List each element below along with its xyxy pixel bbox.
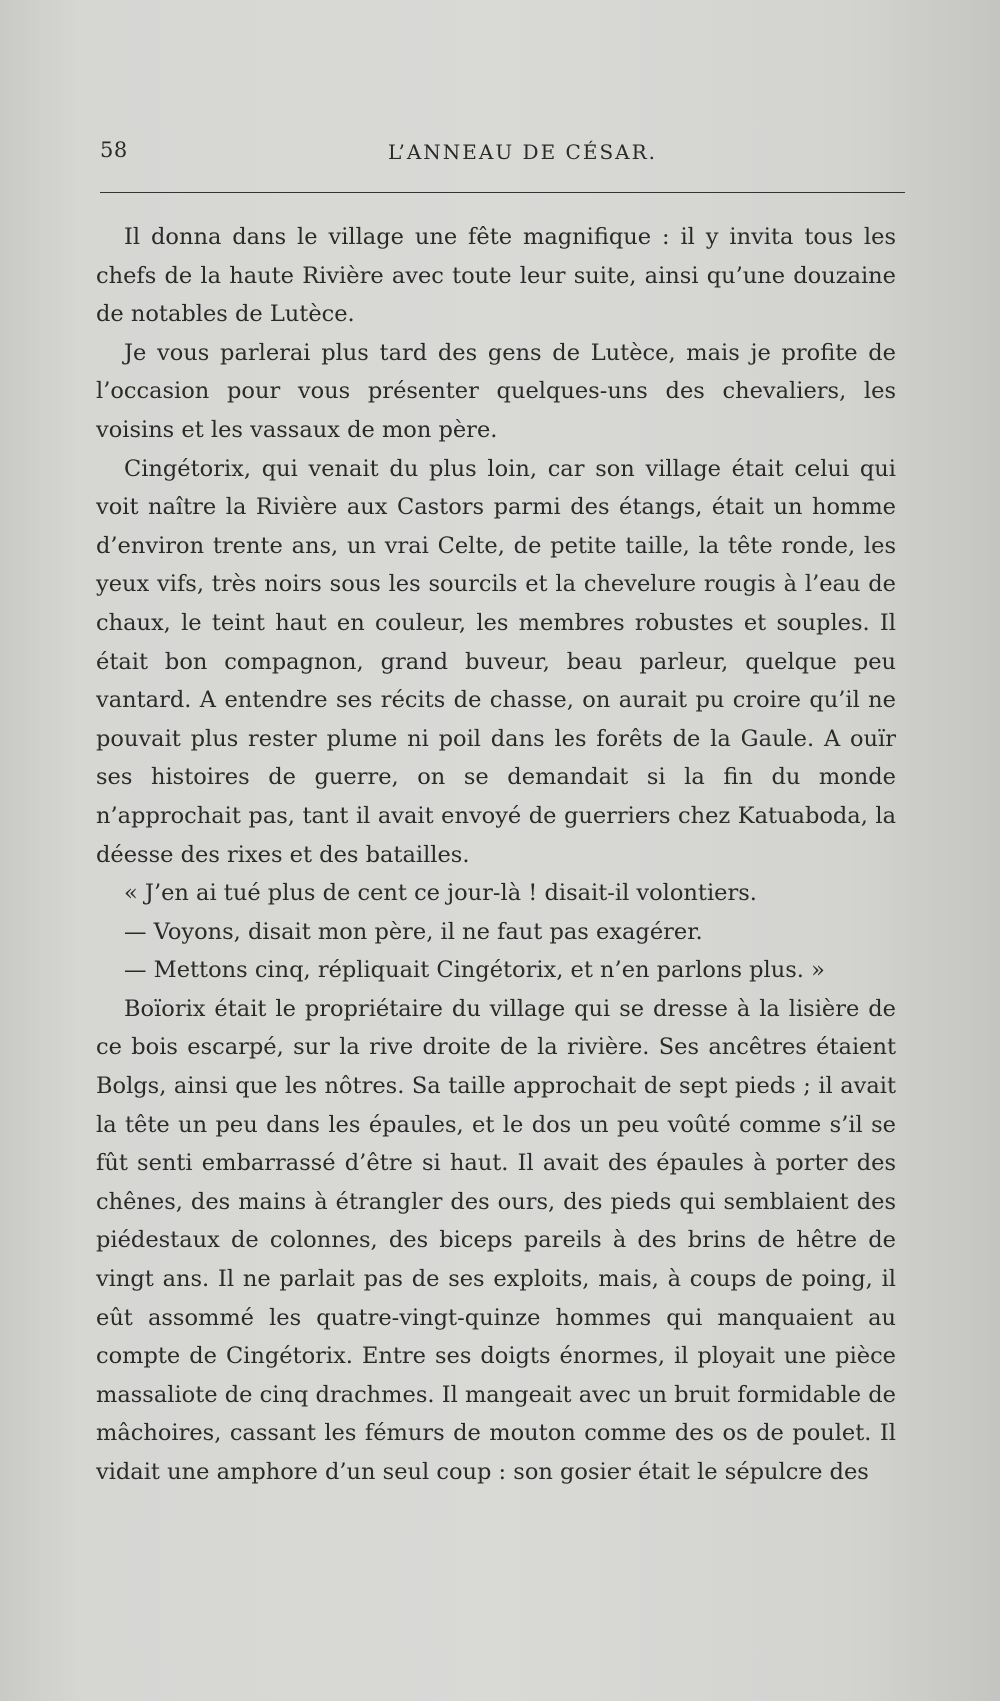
paragraph: Cingétorix, qui venait du plus loin, car son village était celui qui voit naître la Rivière aux Castors parmi des étangs, était un homme d’environ trente ans, un vrai Celte, de petite taille, la tête ronde, les yeux vifs, très noirs sous les sourcils et la chevelure rougis à l’eau de chaux, le teint haut en couleur, les membres robustes et souples. Il était bon compagnon, grand buveur, beau parleur, quelque peu vantard. A entendre ses récits de chasse, on aurait pu croire qu’il ne pouvait plus rester plume ni poil dans les forêts de la Gaule. A ouïr ses histoires de guerre, on se demandait si la fin du monde n’approchait pas, tant il avait envoyé de guerriers chez Katuaboda, la déesse des rixes et des batailles.: [96, 455, 896, 868]
running-title: L’ANNEAU DE CÉSAR.: [388, 140, 657, 164]
body-text: [96, 218, 896, 1492]
paragraph: Je vous parlerai plus tard des gens de Lutèce, mais je profite de l’occasion pour vous présenter quelques-uns des chevaliers, les voisins et les vassaux de mon père.: [96, 339, 896, 443]
paragraph: Boïorix était le propriétaire du village qui se dresse à la lisière de ce bois escarpé, sur la rive droite de la rivière. Ses ancêtres étaient Bolgs, ainsi que les nôtres. Sa taille approchait de sept pieds ; il avait la tête un peu dans les épaules, et le dos un peu voûté comme s’il se fût senti embarrassé d’être si haut. Il avait des épaules à porter des chênes, des mains à étrangler des ours, des pieds qui semblaient des piédestaux de colonnes, des biceps pareils à des brins de hêtre de vingt ans. Il ne parlait pas de ses exploits, mais, à coups de poing, il eût assommé les quatre-vingt-quinze hommes qui manquaient au compte de Cingétorix. Entre ses doigts énormes, il ployait une pièce massaliote de cinq drachmes. Il mangeait avec un bruit formidable de mâchoires, cassant les fémurs de mouton comme des os de poulet. Il vidait une amphore d’un seul coup : son gosier était le sépulcre des: [96, 995, 896, 1485]
dialogue-line: « J’en ai tué plus de cent ce jour-là ! disait-il volontiers.: [124, 880, 757, 907]
dialogue-line: — Voyons, disait mon père, il ne faut pas exagérer.: [124, 918, 703, 945]
dialogue-line: — Mettons cinq, répliquait Cingétorix, et n’en parlons plus. »: [124, 957, 825, 984]
page-header: [100, 138, 905, 172]
paragraph: Il donna dans le village une fête magnifique : il y invita tous les chefs de la haute Rivière avec toute leur suite, ainsi qu’une douzaine de notables de Lutèce.: [96, 224, 896, 328]
header-rule: [100, 192, 905, 193]
page-number: 58: [100, 138, 128, 162]
